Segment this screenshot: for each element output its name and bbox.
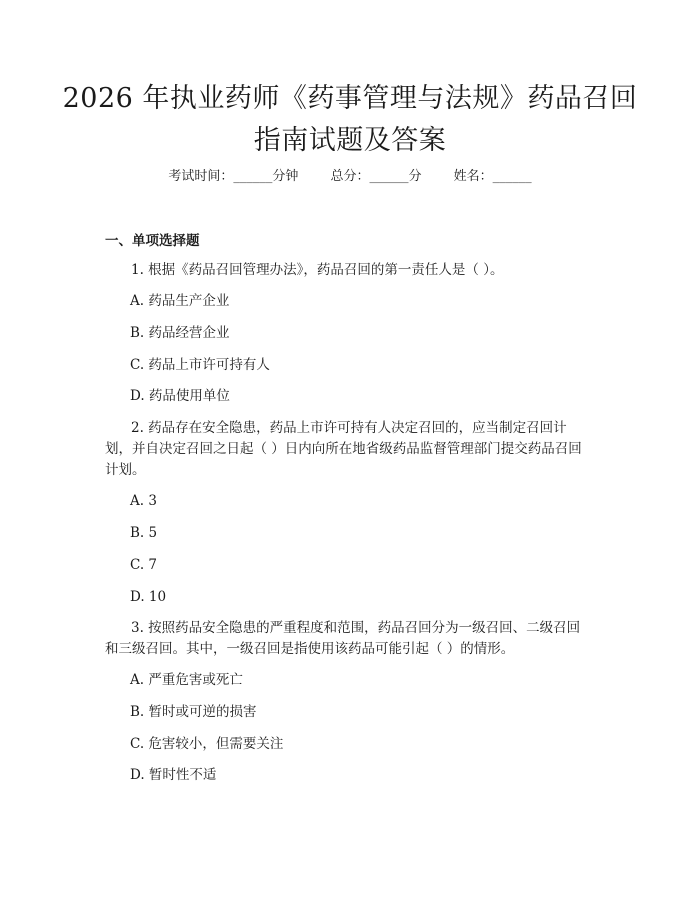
- exam-time: 考试时间：______分钟: [168, 169, 299, 184]
- question-1-option-c: C. 药品上市许可持有人: [130, 357, 270, 373]
- candidate-name: 姓名：______: [453, 169, 532, 184]
- question-2-option-b: B. 5: [130, 525, 158, 541]
- question-2-option-a: A. 3: [130, 493, 157, 509]
- question-1-option-a: A. 药品生产企业: [130, 293, 230, 309]
- total-score: 总分：______分: [330, 169, 422, 184]
- question-2-option-c: C. 7: [130, 557, 158, 573]
- question-3-stem: 3. 按照药品安全隐患的严重程度和范围，药品召回分为一级召回、二级召回和三级召回。其中，一级召回是指使用该药品可能引起（ ）的情形。: [105, 620, 581, 657]
- section-title: 一、单项选择题: [105, 233, 200, 249]
- question-1-stem: 1. 根据《药品召回管理办法》，药品召回的第一责任人是（ ）。: [131, 262, 504, 278]
- question-2-stem: 2. 药品存在安全隐患，药品上市许可持有人决定召回的，应当制定召回计划，并自决定召回之日起（ ）日内向所在地省级药品监督管理部门提交药品召回计划。: [105, 420, 582, 478]
- question-1-option-d: D. 药品使用单位: [130, 388, 230, 404]
- question-1-option-b: B. 药品经营企业: [130, 325, 230, 341]
- exam-meta: [0, 167, 700, 187]
- document-title: 2026 年执业药师《药事管理与法规》药品召回指南试题及答案: [62, 83, 638, 156]
- question-3-option-c: C. 危害较小，但需要关注: [130, 736, 284, 752]
- question-3-option-b: B. 暂时或可逆的损害: [130, 704, 257, 720]
- question-3-option-d: D. 暂时性不适: [130, 767, 217, 783]
- question-3-option-a: A. 严重危害或死亡: [130, 672, 243, 688]
- question-2-option-d: D. 10: [130, 589, 167, 605]
